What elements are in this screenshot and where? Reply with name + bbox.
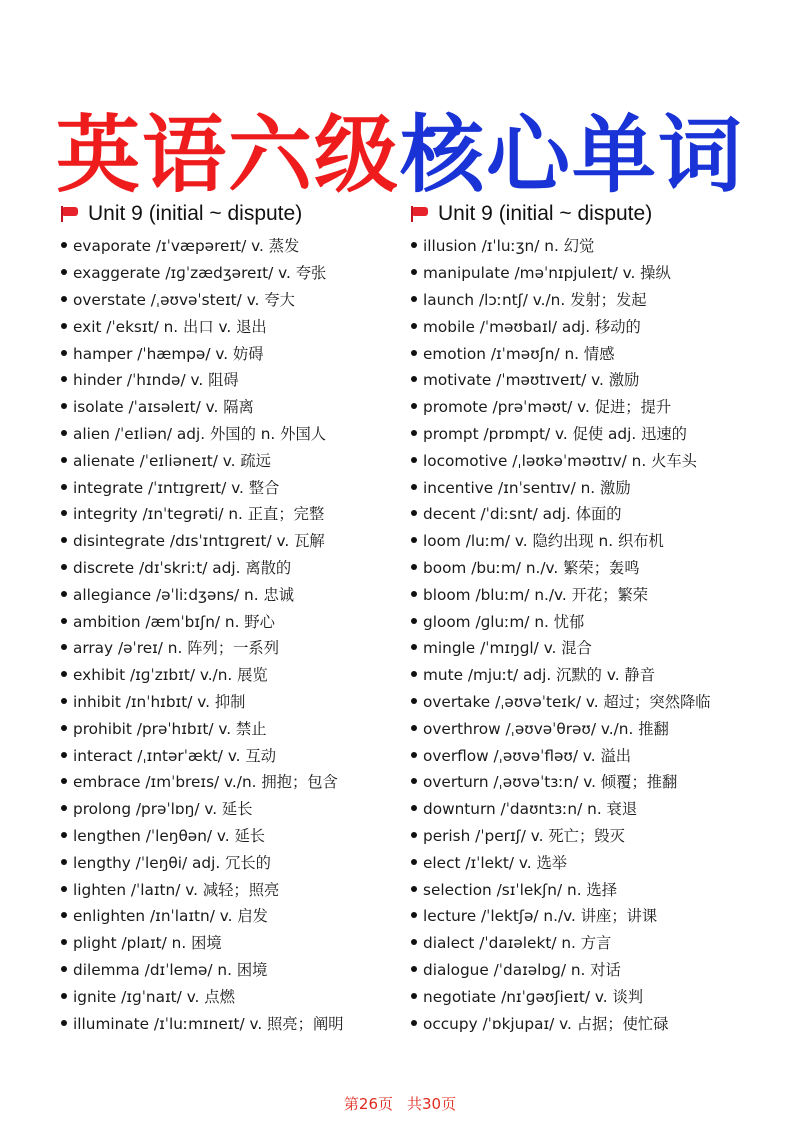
word-entry-text: hamper /ˈhæmpə/ v. 妨碍 — [73, 344, 264, 363]
unit-heading-label: Unit 9 (initial ~ dispute) — [88, 202, 303, 225]
word-entry — [410, 875, 770, 902]
word-entry-text: mute /mjuːt/ adj. 沉默的 v. 静音 — [423, 666, 656, 685]
word-entry — [410, 795, 770, 822]
word-entry — [60, 393, 420, 420]
bullet-icon — [411, 644, 417, 650]
word-entry — [60, 795, 420, 822]
word-entry — [60, 554, 420, 581]
bullet-icon — [61, 591, 67, 597]
word-entry-text: ambition /æmˈbɪʃn/ n. 野心 — [73, 612, 275, 631]
word-entry-text: dialect /ˈdaɪəlekt/ n. 方言 — [423, 934, 612, 953]
word-entry — [60, 714, 420, 741]
bullet-icon — [411, 912, 417, 918]
word-entry — [60, 848, 420, 875]
bullet-icon — [411, 725, 417, 731]
word-entry — [60, 607, 420, 634]
word-entry — [60, 446, 420, 473]
word-entry-text: overturn /ˌəʊvəˈtɜːn/ v. 倾覆；推翻 — [423, 773, 678, 792]
unit-heading-label: Unit 9 (initial ~ dispute) — [438, 202, 653, 225]
word-entry — [60, 956, 420, 983]
word-entry-text: lengthen /ˈleŋθən/ v. 延长 — [73, 826, 266, 845]
word-entry — [60, 634, 420, 661]
word-entry — [60, 232, 420, 259]
word-entry — [410, 580, 770, 607]
word-entry — [410, 768, 770, 795]
right-column — [410, 198, 770, 1036]
bullet-icon — [411, 350, 417, 356]
bullet-icon — [61, 859, 67, 865]
word-entry-text: prohibit /prəˈhɪbɪt/ v. 禁止 — [73, 719, 267, 738]
word-entry-text: boom /buːm/ n./v. 繁荣；轰鸣 — [423, 558, 640, 577]
bullet-icon — [61, 376, 67, 382]
bullet-icon — [61, 350, 67, 356]
bullet-icon — [61, 886, 67, 892]
word-entry-text: decent /ˈdiːsnt/ adj. 体面的 — [423, 505, 622, 524]
word-entry — [410, 339, 770, 366]
bullet-icon — [411, 484, 417, 490]
word-entry-text: embrace /ɪmˈbreɪs/ v./n. 拥抱；包含 — [73, 773, 338, 792]
word-entry-text: mobile /ˈməʊbaɪl/ adj. 移动的 — [423, 317, 641, 336]
word-entry-text: bloom /bluːm/ n./v. 开花；繁荣 — [423, 585, 649, 604]
bullet-icon — [61, 752, 67, 758]
word-entry — [410, 956, 770, 983]
bullet-icon — [61, 993, 67, 999]
bullet-icon — [61, 403, 67, 409]
word-entry — [60, 366, 420, 393]
page-footer — [0, 1093, 800, 1114]
word-entry — [410, 286, 770, 313]
word-entry — [60, 420, 420, 447]
word-entry — [60, 822, 420, 849]
word-entry — [60, 580, 420, 607]
word-entry — [410, 232, 770, 259]
word-entry — [60, 688, 420, 715]
bullet-icon — [61, 966, 67, 972]
word-entry — [410, 982, 770, 1009]
word-entry-text: locomotive /ˌləʊkəˈməʊtɪv/ n. 火车头 — [423, 451, 697, 470]
red-flag-icon — [410, 206, 430, 222]
bullet-icon — [411, 430, 417, 436]
bullet-icon — [61, 564, 67, 570]
bullet-icon — [411, 269, 417, 275]
bullet-icon — [61, 778, 67, 784]
bullet-icon — [411, 832, 417, 838]
bullet-icon — [411, 591, 417, 597]
word-entry-text: lighten /ˈlaɪtn/ v. 减轻；照亮 — [73, 880, 280, 899]
word-entry-text: plight /plaɪt/ n. 困境 — [73, 934, 222, 953]
word-entry-text: integrate /ˈɪntɪɡreɪt/ v. 整合 — [73, 478, 280, 497]
word-entry-text: illuminate /ɪˈluːmɪneɪt/ v. 照亮；阐明 — [73, 1014, 344, 1033]
word-entry-text: prompt /prɒmpt/ v. 促使 adj. 迅速的 — [423, 424, 687, 443]
bullet-icon — [411, 296, 417, 302]
word-entry-text: incentive /ɪnˈsentɪv/ n. 激励 — [423, 478, 631, 497]
word-entry-text: discrete /dɪˈskriːt/ adj. 离散的 — [73, 558, 292, 577]
word-entry — [410, 741, 770, 768]
word-entry-text: negotiate /nɪˈɡəʊʃieɪt/ v. 谈判 — [423, 987, 644, 1006]
word-entry-text: mingle /ˈmɪŋɡl/ v. 混合 — [423, 639, 592, 658]
word-entry-text: overtake /ˌəʊvəˈteɪk/ v. 超过；突然降临 — [423, 692, 711, 711]
bullet-icon — [411, 618, 417, 624]
bullet-icon — [61, 430, 67, 436]
word-entry — [60, 902, 420, 929]
word-entry — [60, 661, 420, 688]
bullet-icon — [61, 939, 67, 945]
word-entry — [410, 688, 770, 715]
word-entry — [410, 259, 770, 286]
bullet-icon — [61, 644, 67, 650]
word-entry-text: illusion /ɪˈluːʒn/ n. 幻觉 — [423, 237, 595, 256]
word-entry — [410, 714, 770, 741]
word-entry-text: promote /prəˈməʊt/ v. 促进；提升 — [423, 398, 672, 417]
word-entry-text: overflow /ˌəʊvəˈfləʊ/ v. 溢出 — [423, 746, 632, 765]
bullet-icon — [61, 805, 67, 811]
word-entry-text: perish /ˈperɪʃ/ v. 死亡；毁灭 — [423, 826, 625, 845]
word-entry — [410, 929, 770, 956]
word-entry — [60, 339, 420, 366]
word-entry-text: manipulate /məˈnɪpjuleɪt/ v. 操纵 — [423, 264, 671, 283]
word-entry-text: motivate /ˈməʊtɪveɪt/ v. 激励 — [423, 371, 640, 390]
bullet-icon — [61, 510, 67, 516]
bullet-icon — [411, 537, 417, 543]
red-flag-icon — [60, 206, 80, 222]
word-entry — [410, 446, 770, 473]
word-entry-text: isolate /ˈaɪsəleɪt/ v. 隔离 — [73, 398, 254, 417]
page-number: 第26页 — [343, 1095, 393, 1113]
word-entry-text: allegiance /əˈliːdʒəns/ n. 忠诚 — [73, 585, 295, 604]
word-entry-text: selection /sɪˈlekʃn/ n. 选择 — [423, 880, 618, 899]
word-entry-text: overthrow /ˌəʊvəˈθrəʊ/ v./n. 推翻 — [423, 719, 669, 738]
word-entry — [410, 420, 770, 447]
word-entry — [60, 312, 420, 339]
word-entry-text: alien /ˈeɪliən/ adj. 外国的 n. 外国人 — [73, 424, 327, 443]
word-entry-text: alienate /ˈeɪliəneɪt/ v. 疏远 — [73, 451, 271, 470]
word-entry-text: interact /ˌɪntərˈækt/ v. 互动 — [73, 746, 277, 765]
word-entry-text: dilemma /dɪˈlemə/ n. 困境 — [73, 960, 268, 979]
title-part-blue: 核心单词 — [400, 106, 745, 205]
word-entry — [410, 1009, 770, 1036]
word-entry-text: integrity /ɪnˈteɡrəti/ n. 正直；完整 — [73, 505, 325, 524]
bullet-icon — [411, 510, 417, 516]
word-entry — [410, 902, 770, 929]
bullet-icon — [411, 403, 417, 409]
bullet-icon — [61, 537, 67, 543]
word-entry — [410, 473, 770, 500]
word-entry — [60, 875, 420, 902]
bullet-icon — [411, 859, 417, 865]
bullet-icon — [411, 698, 417, 704]
bullet-icon — [61, 323, 67, 329]
word-entry-text: prolong /prəˈlɒŋ/ v. 延长 — [73, 800, 253, 819]
word-entry — [410, 822, 770, 849]
word-entry — [410, 527, 770, 554]
word-entry — [410, 554, 770, 581]
bullet-icon — [61, 484, 67, 490]
page-title — [0, 100, 800, 210]
bullet-icon — [411, 752, 417, 758]
word-entry-text: exhibit /ɪɡˈzɪbɪt/ v./n. 展览 — [73, 666, 268, 685]
bullet-icon — [411, 457, 417, 463]
word-entry-text: exit /ˈeksɪt/ n. 出口 v. 退出 — [73, 317, 267, 336]
word-entry — [410, 634, 770, 661]
word-list — [60, 232, 420, 1036]
bullet-icon — [411, 886, 417, 892]
word-entry — [60, 741, 420, 768]
word-entry-text: inhibit /ɪnˈhɪbɪt/ v. 抑制 — [73, 692, 246, 711]
word-entry-text: hinder /ˈhɪndə/ v. 阻碍 — [73, 371, 239, 390]
bullet-icon — [61, 912, 67, 918]
word-entry — [410, 661, 770, 688]
bullet-icon — [61, 832, 67, 838]
word-entry — [410, 848, 770, 875]
bullet-icon — [61, 242, 67, 248]
word-entry — [60, 473, 420, 500]
word-entry — [410, 607, 770, 634]
bullet-icon — [61, 296, 67, 302]
bullet-icon — [411, 805, 417, 811]
bullet-icon — [411, 939, 417, 945]
word-entry — [60, 929, 420, 956]
word-entry — [60, 527, 420, 554]
word-entry-text: enlighten /ɪnˈlaɪtn/ v. 启发 — [73, 907, 268, 926]
bullet-icon — [411, 376, 417, 382]
unit-heading — [410, 198, 770, 230]
bullet-icon — [61, 671, 67, 677]
bullet-icon — [411, 966, 417, 972]
word-entry-text: disintegrate /dɪsˈɪntɪɡreɪt/ v. 瓦解 — [73, 532, 325, 551]
bullet-icon — [411, 1020, 417, 1026]
word-entry — [60, 982, 420, 1009]
word-entry-text: elect /ɪˈlekt/ v. 选举 — [423, 853, 568, 872]
word-entry — [410, 312, 770, 339]
bullet-icon — [61, 618, 67, 624]
word-entry-text: lecture /ˈlektʃə/ n./v. 讲座；讲课 — [423, 907, 658, 926]
bullet-icon — [411, 323, 417, 329]
word-list — [410, 232, 770, 1036]
word-entry — [410, 500, 770, 527]
word-entry-text: occupy /ˈɒkjupaɪ/ v. 占据；使忙碌 — [423, 1014, 669, 1033]
word-entry-text: array /əˈreɪ/ n. 阵列；一系列 — [73, 639, 280, 658]
word-entry-text: ignite /ɪɡˈnaɪt/ v. 点燃 — [73, 987, 235, 1006]
bullet-icon — [411, 564, 417, 570]
bullet-icon — [61, 725, 67, 731]
word-entry — [60, 259, 420, 286]
word-entry-text: loom /luːm/ v. 隐约出现 n. 织布机 — [423, 532, 664, 551]
word-entry — [60, 286, 420, 313]
word-entry-text: evaporate /ɪˈvæpəreɪt/ v. 蒸发 — [73, 237, 300, 256]
bullet-icon — [61, 698, 67, 704]
word-entry-text: gloom /ɡluːm/ n. 忧郁 — [423, 612, 585, 631]
word-entry-text: dialogue /ˈdaɪəlɒɡ/ n. 对话 — [423, 960, 621, 979]
unit-heading — [60, 198, 420, 230]
bullet-icon — [61, 1020, 67, 1026]
left-column — [60, 198, 420, 1036]
word-entry-text: exaggerate /ɪɡˈzædʒəreɪt/ v. 夸张 — [73, 264, 327, 283]
word-entry-text: emotion /ɪˈməʊʃn/ n. 情感 — [423, 344, 615, 363]
word-entry-text: launch /lɔːntʃ/ v./n. 发射；发起 — [423, 290, 647, 309]
word-entry — [60, 1009, 420, 1036]
bullet-icon — [411, 242, 417, 248]
bullet-icon — [411, 671, 417, 677]
bullet-icon — [411, 778, 417, 784]
page-total: 共30页 — [407, 1095, 457, 1113]
bullet-icon — [61, 457, 67, 463]
word-entry-text: downturn /ˈdaʊntɜːn/ n. 衰退 — [423, 800, 638, 819]
title-part-red: 英语六级 — [55, 106, 400, 205]
word-entry — [60, 500, 420, 527]
word-entry — [410, 393, 770, 420]
bullet-icon — [411, 993, 417, 999]
word-entry-text: lengthy /ˈleŋθi/ adj. 冗长的 — [73, 853, 271, 872]
word-entry — [60, 768, 420, 795]
word-entry — [410, 366, 770, 393]
word-entry-text: overstate /ˌəʊvəˈsteɪt/ v. 夸大 — [73, 290, 295, 309]
bullet-icon — [61, 269, 67, 275]
